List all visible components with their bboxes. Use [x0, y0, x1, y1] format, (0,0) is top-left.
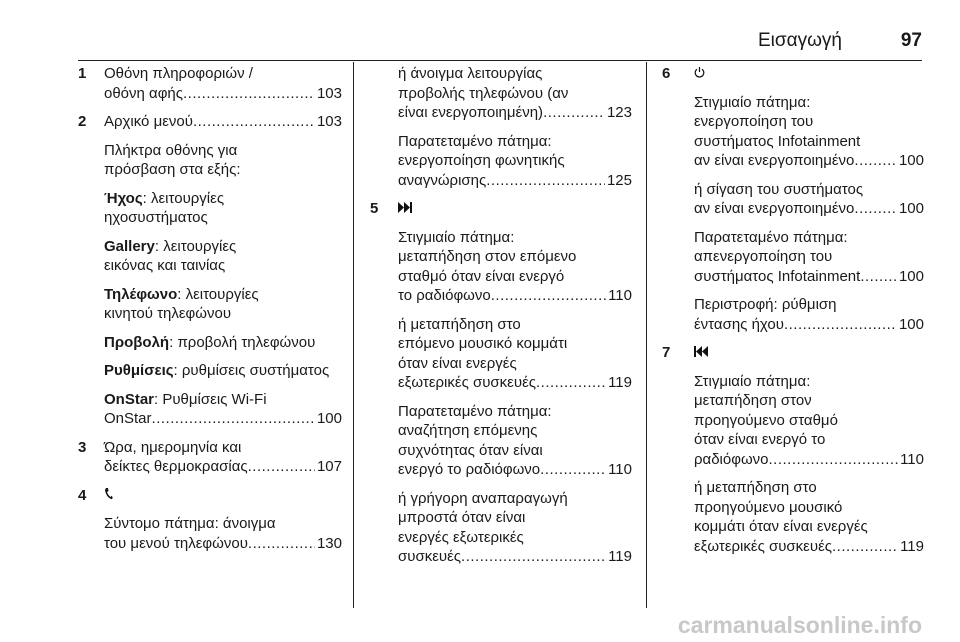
entry-7: 7 Στιγμιαίο πάτημα: μεταπήδηση στον προηγούμενο σταθμό όταν είναι ενεργό το ραδιόφωνο ..... 110 ή μεταπήδηση στο προηγούμενο μουσικό κομμάτι όταν είναι ενεργές εξωτερικές συσκευές ..... 119: [662, 343, 924, 556]
entry-text: Ώρα, ημερομηνία και: [104, 438, 242, 456]
column-divider-1: [353, 62, 354, 608]
entry-2: [78, 112, 342, 429]
index-line: ραδιόφωνο ..... 110: [694, 450, 924, 470]
index-line: συσκευές ..... 119: [398, 547, 632, 567]
index-line: δείκτες θερμοκρασίας ..... 107: [104, 457, 342, 477]
page-ref: 110: [608, 461, 632, 478]
entry-6: 6 Στιγμιαίο πάτημα: ενεργοποίηση του συστήματος Infotainment αν είναι ενεργοποιημένο ..... 100 ή σίγαση του συστήματος αν είναι ενεργοποιημένο ..... 100 Παρατεταμένο πάτημα: απενεργοποίηση του συστήματος Infotainment ..... 100 Περιστροφή: ρύθμιση έντασης ήχου ..... 100: [662, 64, 924, 334]
entry-number: 2: [78, 113, 87, 130]
page-ref: 100: [898, 315, 924, 333]
projection-item: Προβολή: προβολή τηλεφώνου: [104, 333, 316, 351]
entry-4-continued: ή άνοιγμα λειτουργίας προβολής τηλεφώνου (αν είναι ενεργοποιημένη) ..... 123 Παρατεταμένο πάτημα: ενεργοποίηση φωνητικής αναγνώρισης ..... 125: [370, 64, 632, 190]
section-title: Εισαγωγή: [757, 30, 842, 51]
gallery-item: Gallery: λειτουργίες εικόνας και ταινίας: [104, 237, 237, 274]
page-ref: 103: [316, 113, 342, 130]
index-line: αν είναι ενεργοποιημένο ..... 100: [694, 151, 924, 171]
index-line: ενεργό το ραδιόφωνο ..... 110: [398, 460, 632, 480]
index-line: συστήματος Infotainment ..... 100: [694, 267, 924, 287]
page-header: [78, 30, 922, 54]
entry-number: 3: [78, 438, 87, 456]
page-number: 97: [900, 30, 922, 51]
page-ref: 123: [606, 104, 632, 121]
entry-number: 5: [370, 200, 379, 217]
page-ref: 119: [608, 548, 632, 565]
page-ref: 110: [608, 287, 632, 304]
header-divider: [78, 60, 922, 61]
entry-4: [78, 486, 342, 554]
entry-text: Οθόνη πληροφοριών /: [104, 65, 253, 82]
entry-text: Πλήκτρα οθόνης για πρόσβαση στα εξής:: [104, 141, 241, 178]
page-ref: 100: [898, 152, 924, 169]
index-line: εξωτερικές συσκευές ..... 119: [694, 537, 924, 557]
index-line: εξωτερικές συσκευές ..... 119: [398, 373, 632, 393]
page-ref: 103: [316, 84, 342, 102]
entry-number: 1: [78, 65, 87, 82]
entry-number: 6: [662, 65, 671, 82]
entry-3: [78, 438, 342, 477]
page-ref: 125: [606, 171, 632, 189]
index-line: Αρχικό μενού ..... 103: [104, 112, 342, 132]
watermark: carmanualsonline.info: [677, 612, 922, 638]
column-3: [662, 64, 924, 565]
phone-item: Τηλέφωνο: λειτουργίες κινητού τηλεφώνου: [104, 285, 259, 322]
previous-track-icon: [694, 344, 708, 361]
settings-item: Ρυθμίσεις: ρυθμίσεις συστήματος: [104, 362, 330, 379]
index-line: έντασης ήχου ..... 100: [694, 315, 924, 335]
entry-text: Σύντομο πάτημα: άνοιγμα: [104, 515, 276, 532]
index-line: οθόνη αφής ..... 103: [104, 84, 342, 104]
column-2: [370, 64, 632, 576]
phone-icon: [104, 487, 113, 504]
column-1: [78, 64, 342, 562]
index-line: είναι ενεργοποιημένη) ..... 123: [398, 103, 632, 123]
onstar-item: OnStar: Ρυθμίσεις Wi-Fi OnStar ..... 100: [104, 390, 342, 429]
entry-5: 5 Στιγμιαίο πάτημα: μεταπήδηση στον επόμενο σταθμό όταν είναι ενεργό το ραδιόφωνο ..... 110 ή μεταπήδηση στο επόμενο μουσικό κομμάτι όταν είναι ενεργές εξωτερικές συσκευές ..... 119 Παρατεταμένο πάτημα: αναζήτηση επόμενης συχνότητας όταν είναι ενεργό το ραδιόφωνο ..... 110 ή γρήγορη αναπαραγωγή μπροστά όταν είναι ενεργές εξωτερικές συσκευές ..... 119: [370, 199, 632, 567]
page-ref: 107: [316, 458, 342, 475]
page-ref: 100: [898, 267, 924, 285]
page-ref: 100: [316, 410, 342, 427]
sound-item: Ήχος: λειτουργίες ηχοσυστήματος: [104, 189, 225, 226]
power-icon: [694, 65, 705, 82]
index-line: αναγνώρισης ..... 125: [398, 171, 632, 191]
entry-number: 7: [662, 344, 671, 361]
page-ref: 110: [900, 450, 924, 468]
index-line: το ραδιόφωνο ..... 110: [398, 286, 632, 306]
column-divider-2: [646, 62, 647, 608]
entry-number: 4: [78, 486, 87, 504]
index-line: αν είναι ενεργοποιημένο ..... 100: [694, 199, 924, 219]
page-ref: 130: [316, 534, 342, 552]
page-ref: 119: [608, 374, 632, 391]
page-ref: 100: [898, 200, 924, 217]
index-line: του μενού τηλεφώνου ..... 130: [104, 534, 342, 554]
entry-1: [78, 64, 342, 103]
next-track-icon: [398, 200, 412, 217]
page-ref: 119: [900, 537, 924, 555]
